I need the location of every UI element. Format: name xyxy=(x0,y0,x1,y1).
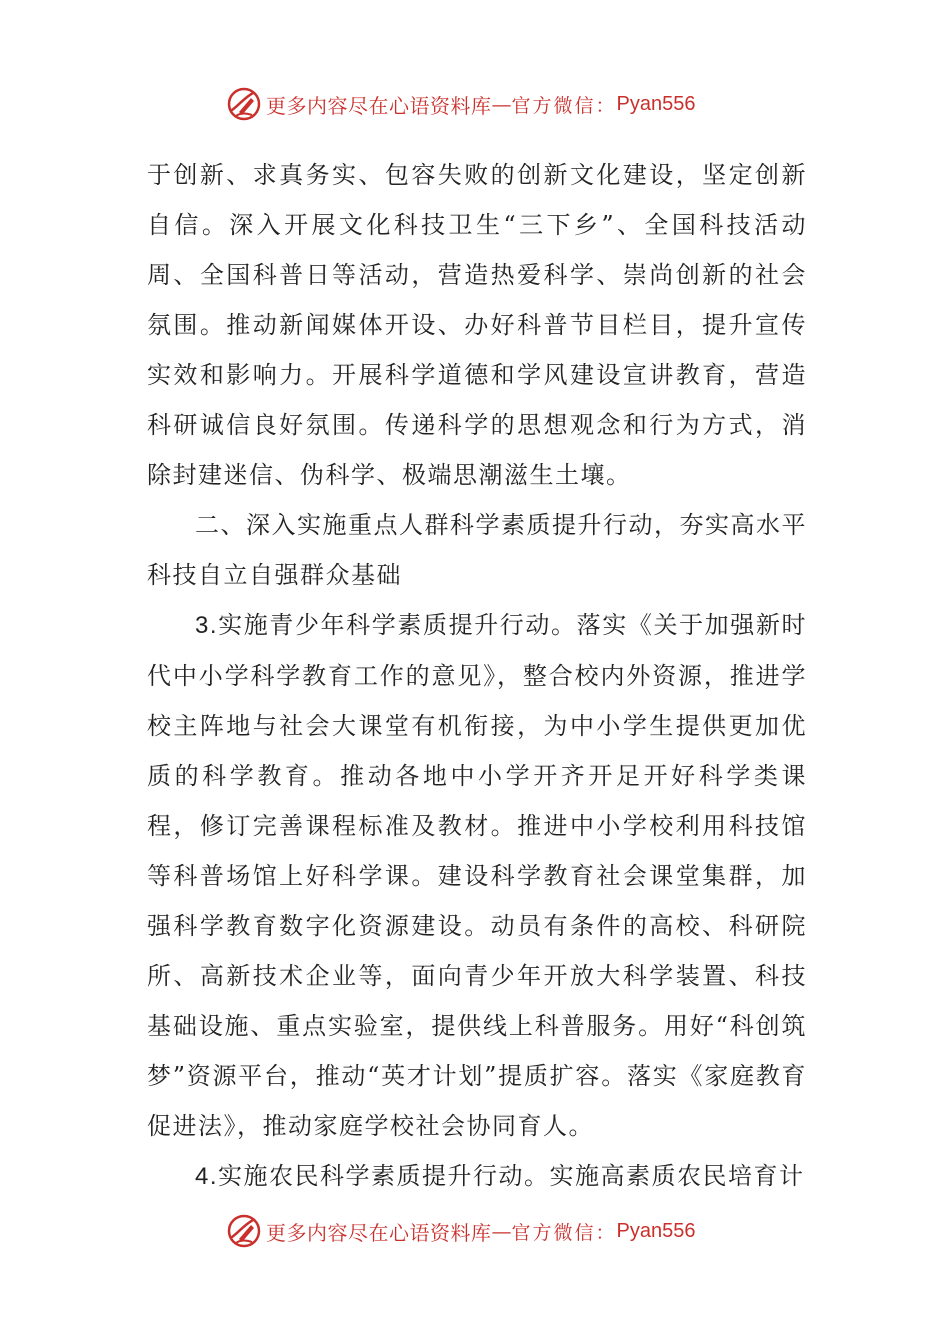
section-heading-2 xyxy=(147,500,807,600)
banner-dash: — xyxy=(491,92,512,116)
banner-wechat-id: Pyan556 xyxy=(616,92,696,115)
banner-wechat-id: Pyan556 xyxy=(616,1219,696,1242)
paragraph-3 xyxy=(147,600,807,1151)
banner-wechat-label: 官方微信： xyxy=(511,1221,617,1244)
pen-logo-icon xyxy=(226,1213,262,1249)
paragraph-text: 实施青少年科学素质提升行动。落实《关于加强新时代中小学科学教育工作的意见》，整合校内外资源，推进学校主阵地与社会大课堂有机衔接，为中小学生提供更加优质的科学教育。推动各地中小学开齐开足开好科学类课程，修订完善课程标准及教材。推进中小学校利用科技馆等科普场馆上好科学课。建设科学教育社会课堂集群，加强科学教育数字化资源建设。动员有条件的高校、科研院所、高新技术企业等，面向青少年开放大科学装置、科技基础设施、重点实验室，提供线上科普服务。用好“科创筑梦”资源平台，推动“英才计划”提质扩容。落实《家庭教育促进法》，推动家庭学校社会协同育人。 xyxy=(147,611,807,1140)
pen-logo-icon xyxy=(226,86,262,122)
item-number: 3. xyxy=(195,612,219,639)
document-body xyxy=(147,150,807,1202)
banner-dash: — xyxy=(491,1219,512,1243)
paragraph-text: 实施农民科学素质提升行动。实施高素质农民培育计 xyxy=(218,1162,805,1190)
paragraph-1 xyxy=(147,150,807,500)
watermark-banner-bottom xyxy=(226,1211,695,1251)
paragraph-4 xyxy=(147,1151,807,1202)
banner-main-text: 更多内容尽在心语资料库 xyxy=(266,93,492,118)
item-number: 4. xyxy=(195,1163,219,1190)
paragraph-text: 于创新、求真务实、包容失败的创新文化建设，坚定创新自信。深入开展文化科技卫生“三下乡”、全国科技活动周、全国科普日等活动，营造热爱科学、崇尚创新的社会氛围。推动新闻媒体开设、办好科普节目栏目，提升宣传实效和影响力。开展科学道德和学风建设宣讲教育，营造科研诚信良好氛围。传递科学的思想观念和行为方式，消除封建迷信、伪科学、极端思潮滋生土壤。 xyxy=(147,161,807,489)
watermark-banner-top xyxy=(226,84,695,124)
heading-text: 二、深入实施重点人群科学素质提升行动，夯实高水平科技自立自强群众基础 xyxy=(147,511,807,589)
banner-wechat-label: 官方微信： xyxy=(511,94,617,117)
banner-main-text: 更多内容尽在心语资料库 xyxy=(266,1220,492,1245)
